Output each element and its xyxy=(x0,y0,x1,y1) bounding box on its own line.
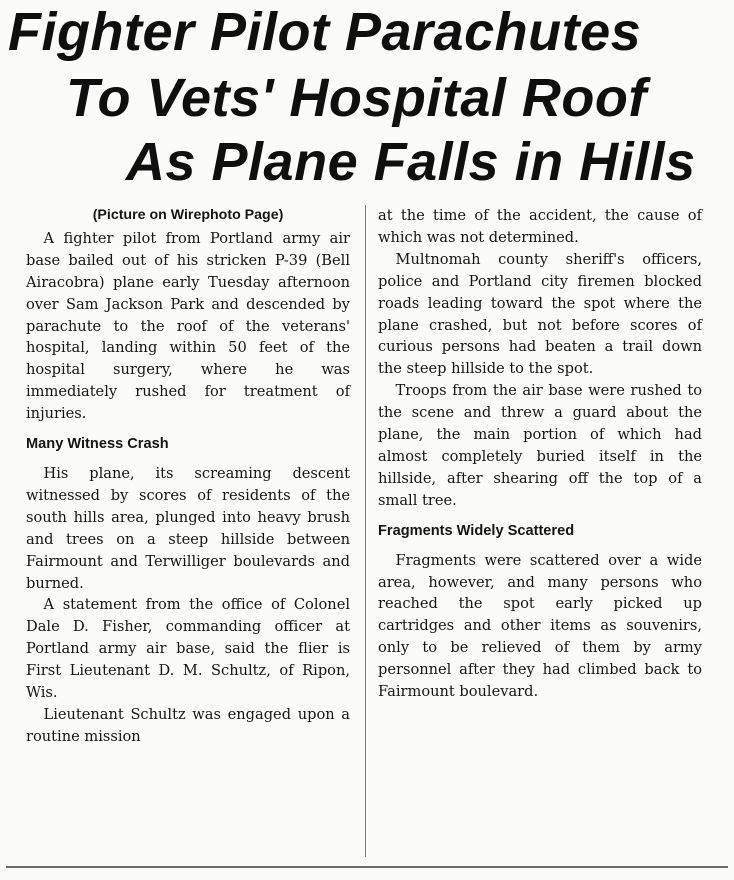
column-divider xyxy=(365,205,366,857)
paragraph-8: Fragments were scattered over a wide area, however, and many persons who reached the spot early picked up cartridges and other items as souvenirs, only to be relieved of them by army personnel after they had climbed back to Fairmount boulevard. xyxy=(378,551,702,701)
paragraph-5: at the time of the accident, the cause of which was not determined. xyxy=(378,207,702,246)
article-column-left xyxy=(26,205,350,748)
paragraph-7: Troops from the air base were rushed to the scene and threw a guard about the plane, the main portion of which had almost completely buried itself in the hillside, after shearing off the top of a small tree. xyxy=(378,382,702,509)
paragraph-2: His plane, its screaming descent witnessed by scores of residents of the south hills area, plunged into heavy brush and trees on a steep hillside between Fairmount and Terwilliger boulevards and burned. xyxy=(26,464,350,592)
article-column-right xyxy=(378,205,702,703)
photo-credit-line: (Picture on Wirephoto Page) xyxy=(92,207,284,223)
headline xyxy=(0,0,734,200)
paragraph-3: A statement from the office of Colonel Dale D. Fisher, commanding officer at Portland army air base, said the flier is First Lieutenant D. M. Schultz, of Ripon, Wis. xyxy=(26,596,350,702)
subhead-fragments-widely-scattered: Fragments Widely Scattered xyxy=(378,522,575,539)
bottom-rule xyxy=(6,866,728,868)
paragraph-4: Lieutenant Schultz was engaged upon a routine mission xyxy=(26,705,350,745)
paragraph-6: Multnomah county sheriff's officers, police and Portland city firemen blocked roads leading toward the spot where the plane crashed, but not before scores of curious persons had beaten a trail down the steep hillside to the spot. xyxy=(378,250,702,378)
headline-line-2: To Vets' Hospital Roof xyxy=(66,68,647,128)
headline-line-3: As Plane Falls in Hills xyxy=(126,132,696,192)
subhead-many-witness-crash: Many Witness Crash xyxy=(26,436,169,453)
paragraph-1: A fighter pilot from Portland army air base bailed out of his stricken P-39 (Bell Airacobra) plane early Tuesday afternoon over Sam Jackson Park and descended by parachute to the roof of the veterans' hospital, landing within 50 feet of the hospital surgery, where he was immediately rushed for treatment of injuries. xyxy=(26,229,350,423)
headline-line-1: Fighter Pilot Parachutes xyxy=(8,2,642,62)
